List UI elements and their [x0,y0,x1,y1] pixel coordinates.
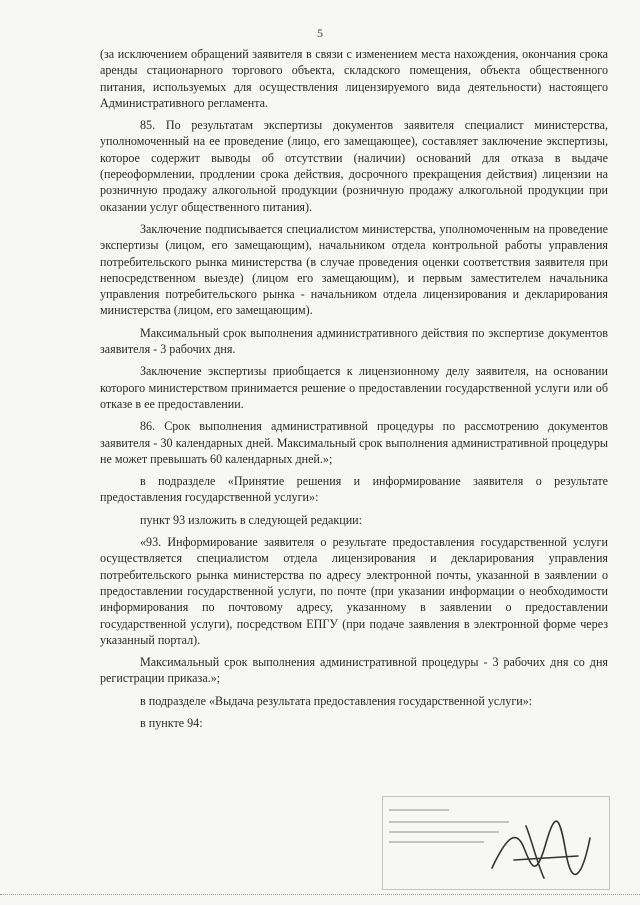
paragraph-85: 85. По результатам экспертизы документов заявителя специалист министерства, уполномоченный на ее проведение (лицо, его замещающее), составляет заключение экспертизы, которое содержит выводы об отсутствии (наличии) оснований для отказа в выдаче (переоформлении, продлении срока действия, досрочного прекращения действия) лицензии на розничную продажу алкогольной продукции (розничную продажу алкогольной продукции при оказании услуг общественного питания). [100,118,608,214]
paragraph-86: 86. Срок выполнения административной процедуры по рассмотрению документов заявителя - 30 календарных дней. Максимальный срок выполнения административной процедуры не может превышать 60 календарных дней.»; [100,419,608,466]
page-number: 5 [317,26,323,40]
paragraph-subsection-issuance: в подразделе «Выдача результата предоставления государственной услуги»: [140,693,533,708]
paragraph-expertise-term: Максимальный срок выполнения административного действия по экспертизе документов заявителя - 3 рабочих дня. [100,325,608,357]
paragraph-continuation: (за исключением обращений заявителя в связи с изменением места нахождения, окончания срока аренды стационарного торгового объекта, складского помещения, объекта общественного питания, используемых для осуществления лицензируемого вида деятельности) настоящего Административного регламента. [100,47,608,110]
paragraph-item-93-intro: пункт 93 изложить в следующей редакции: [140,512,362,527]
document-body [100,46,608,731]
paragraph-93-term: Максимальный срок выполнения административной процедуры - 3 рабочих дня со дня регистрации приказа.»; [100,655,608,686]
bottom-rule [0,894,640,896]
paragraph-attachment: Заключение экспертизы приобщается к лицензионному делу заявителя, на основании которого министерством принимается решение о предоставлении государственной услуги или об отказе в ее предоставлении. [100,364,608,411]
paragraph-subsection-decision: в подразделе «Принятие решения и информирование заявителя о результате предоставления государственной услуги»: [100,474,608,505]
paragraph-item-94: в пункте 94: [140,715,203,730]
signature-mark [486,808,606,888]
paragraph-93: «93. Информирование заявителя о результате предоставления государственной услуги осуществляется специалистом отдела лицензирования и декларирования управления потребительского рынка министерства по адресу электронной почты, указанной в заявлении о предоставлении государственной услуги, по почте (при указании информации о необходимости информирования по почтовому адресу, указанному в заявлении о предоставлении государственной услуги), посредством ЕПГУ (при подаче заявления в электронной форме через указанный портал). [100,535,608,647]
paragraph-signatures: Заключение подписывается специалистом министерства, уполномоченным на проведение экспертизы (лицом, его замещающим), начальником отдела контрольной работы управления потребительского рынка министерства (в случае проведения оценки соответствия заявителя при непосредственном выезде) (лицом его замещающим), и первым заместителем начальника управления потребительского рынка - начальником отдела лицензирования и декларирования министерства (лицом, его замещающим). [100,221,608,318]
